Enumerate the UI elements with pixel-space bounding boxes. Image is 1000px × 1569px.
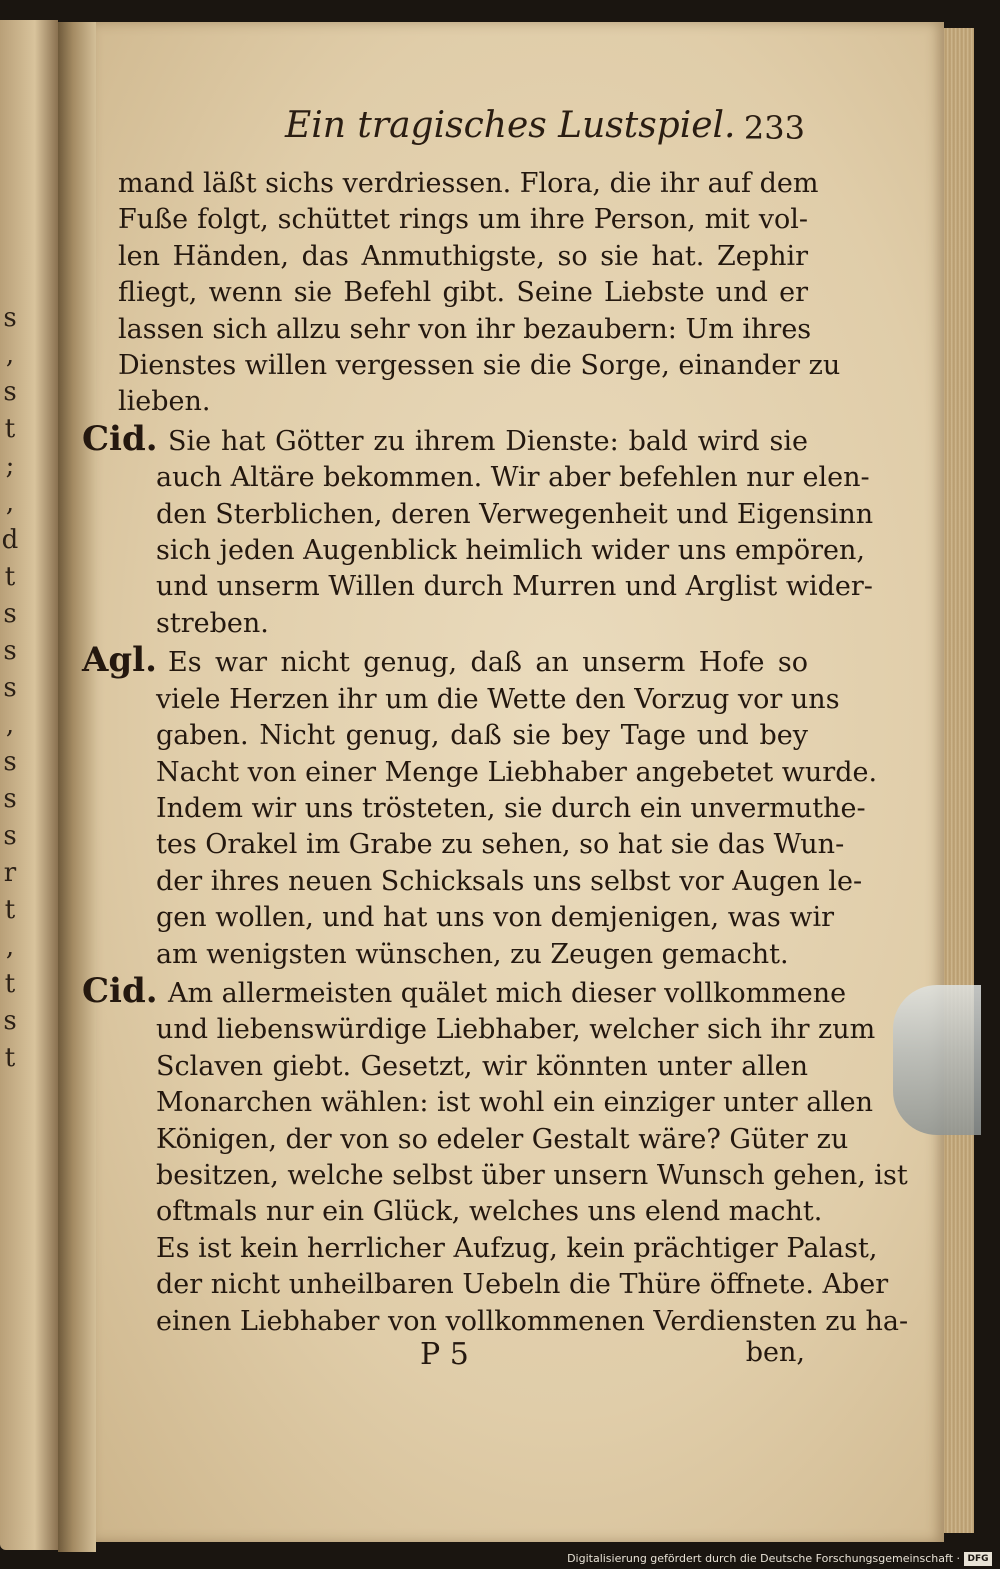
left-edge-letter: , [5,932,15,962]
text-line: fliegt, wenn sie Befehl gibt. Seine Liebste und er [118,277,808,309]
left-edge-letter: t [4,1043,16,1073]
text-line: Sclaven giebt. Gesetzt, wir könnten unter allen [156,1050,808,1082]
text-line: lassen sich allzu sehr von ihr bezaubern: Um ihres [118,313,812,345]
dfg-logo: DFG [964,1552,992,1566]
left-edge-letter: s [3,599,17,629]
text-line: sich jeden Augenblick heimlich wider uns empören, [156,535,865,567]
text-line: am wenigsten wünschen, zu Zeugen gemacht. [156,938,789,970]
speaker-name: Cid. [82,418,158,459]
text-line: den Sterblichen, deren Verwegenheit und Eigensinn [156,498,874,530]
text-line [82,418,808,460]
text-line: lieben. [118,386,211,418]
continuation-block [118,166,841,421]
left-edge-letter: ; [5,451,15,481]
left-edge-letter: r [3,858,17,888]
left-edge-letter: s [3,636,17,666]
book-gutter [58,22,96,1552]
speech-block [82,418,874,642]
speech-block [82,640,878,973]
text-line: der nicht unheilbaren Uebeln die Thüre öffnete. Aber [156,1269,889,1301]
line-text: Es war nicht genug, daß an unserm Hofe so [168,647,808,679]
catchword: ben, [745,1337,805,1368]
text-line: gen wollen, und hat uns von demjenigen, was wir [156,902,835,934]
speaker-name: Cid. [82,970,158,1011]
text-line [82,642,808,681]
left-edge-letter: s [3,821,17,851]
left-edge-letter: , [5,710,15,740]
text-line: oftmals nur ein Glück, welches uns elend macht. [156,1196,823,1228]
line-text: Sie hat Götter zu ihrem Dienste: bald wird sie [168,425,808,457]
dialogue-text [82,166,909,1340]
left-edge-letter: s [3,303,17,333]
left-edge-letter: , [5,340,15,370]
left-page-edge [0,20,58,1550]
text-line: auch Altäre bekommen. Wir aber befehlen nur elen- [156,462,870,494]
text-line [82,970,847,1012]
page-number: 233 [743,109,805,147]
text-line: der ihres neuen Schicksals uns selbst vor Augen le- [156,865,863,897]
text-line: einen Liebhaber von vollkommenen Verdiensten zu ha- [156,1305,909,1337]
page-clip [893,985,981,1135]
text-line: Indem wir uns trösteten, sie durch ein unvermuthe- [156,792,866,824]
speech-block [82,970,909,1340]
text-line: len Händen, das Anmuthigste, so sie hat. Zephir [118,240,808,272]
speaker-name: Agl. [82,640,157,681]
text-line: Königen, der von so edeler Gestalt wäre? Güter zu [156,1123,849,1155]
text-line: und unserm Willen durch Murren und Arglist wider- [156,571,873,603]
text-line: Es ist kein herrlicher Aufzug, kein prächtiger Palast, [156,1232,878,1264]
page-stack-edge [944,28,974,1533]
digitization-credit: Digitalisierung gefördert durch die Deutsche Forschungsgemeinschaft · [567,1552,960,1565]
text-line: Nacht von einer Menge Liebhaber angebetet wurde. [156,756,878,788]
left-edge-letter: s [3,673,17,703]
text-line: Dienstes willen vergessen sie die Sorge, einander zu [118,350,841,382]
left-edge-letter: t [4,562,16,592]
text-line: Monarchen wählen: ist wohl ein einziger unter allen [156,1087,873,1119]
text-line: gaben. Nicht genug, daß sie bey Tage und bey [156,720,808,752]
left-page-cut-letters [0,300,20,1077]
left-edge-letter: s [3,747,17,777]
text-line: und liebenswürdige Liebhaber, welcher sich ihr zum [156,1014,876,1046]
left-edge-letter: d [1,525,19,555]
left-edge-letter: s [3,1006,17,1036]
running-title: Ein tragisches Lustspiel. [285,105,736,146]
left-edge-letter: , [5,488,15,518]
page-footer [150,1337,810,1377]
page-header [190,105,805,155]
text-line: besitzen, welche selbst über unsern Wunsch gehen, ist [156,1159,908,1191]
left-edge-letter: s [3,784,17,814]
text-line: Fuße folgt, schüttet rings um ihre Person, mit vol- [118,204,808,236]
left-edge-letter: s [3,377,17,407]
line-text: Am allermeisten quälet mich dieser vollkommene [168,977,847,1009]
left-edge-letter: t [4,969,16,999]
left-edge-letter: t [4,414,16,444]
left-edge-letter: t [4,895,16,925]
text-line: viele Herzen ihr um die Wette den Vorzug vor uns [156,683,840,715]
text-line: mand läßt sichs verdriessen. Flora, die ihr auf dem [118,168,819,199]
signature-mark: P 5 [420,1337,469,1372]
text-line: tes Orakel im Grabe zu sehen, so hat sie das Wun- [156,829,845,861]
text-line: streben. [156,607,269,639]
